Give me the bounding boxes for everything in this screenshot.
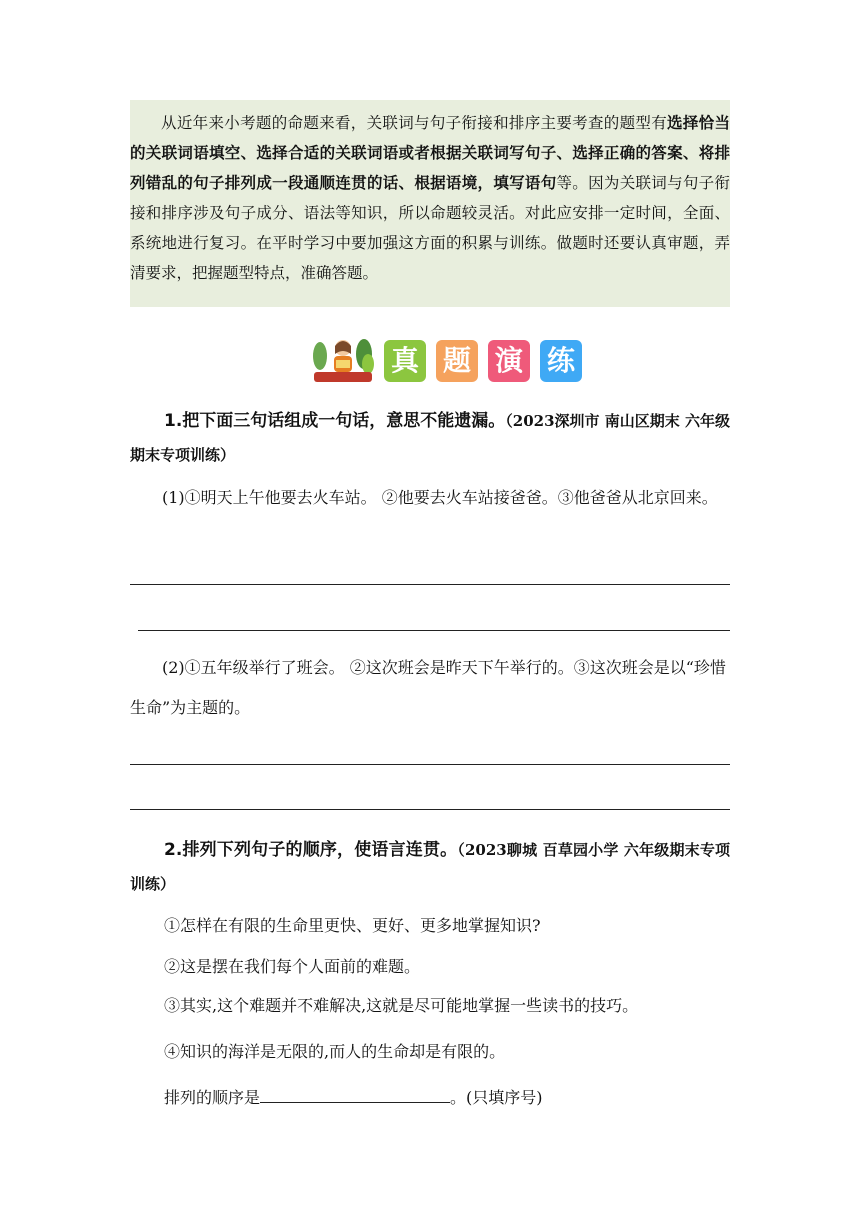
question-2-number: 2. (164, 840, 183, 860)
question-1-title (130, 404, 730, 472)
intro-text-2: 等。因为关联词与句子衔接和排序涉及句子成分、语法等知识，所以命题较灵活。对此应安排一定时间，全面、系统地进行复习。在平时学习中要加强这方面的积累与训练。做题时还要认真审题，弄清要求，把握题型特点，准确答题。 (130, 174, 730, 282)
intro-paragraph (130, 108, 730, 288)
sentence-1: ①怎样在有限的生命里更快、更好、更多地掌握知识? (164, 916, 541, 935)
banner-char-3: 演 (488, 340, 530, 382)
answer-line[interactable] (130, 584, 730, 585)
intro-text-1: 从近年来小考题的命题来看，关联词与句子衔接和排序主要考查的题型有 (161, 114, 668, 132)
answer-prefix: 排列的顺序是 (164, 1088, 261, 1107)
sentence-4: ④知识的海洋是无限的,而人的生命却是有限的。 (164, 1042, 506, 1061)
answer-line[interactable] (138, 630, 730, 631)
sentence-3: ③其实,这个难题并不难解决,这就是尽可能地掌握一些读书的技巧。 (164, 996, 639, 1015)
question-1-source: （2023深圳市 南山区期末 六年级期末专项训练） (130, 412, 730, 464)
intro-box (130, 100, 730, 307)
answer-line[interactable] (130, 809, 730, 810)
answer-suffix: 。(只填序号) (450, 1088, 543, 1107)
intro-bold-text: 选择恰当的关联词语填空、选择合适的关联词语或者根据关联词写句子、选择正确的答案、将排列错乱的句子排列成一段通顺连贯的话、根据语境，填写语句 (130, 113, 730, 192)
banner-char-4: 练 (540, 340, 582, 382)
answer-line[interactable] (130, 764, 730, 765)
question-2-title (130, 833, 730, 901)
answer-row (164, 1086, 543, 1108)
banner-char-2: 题 (436, 340, 478, 382)
reading-girl-icon (310, 334, 376, 386)
practice-banner (310, 334, 590, 384)
question-1-sub-1: (1)①明天上午他要去火车站。 ②他要去火车站接爸爸。③他爸爸从北京回来。 (162, 488, 718, 507)
answer-blank[interactable] (260, 1086, 450, 1103)
question-1-text: 把下面三句话组成一句话，意思不能遗漏。 (182, 411, 506, 431)
question-1-sub-2: (2)①五年级举行了班会。 ②这次班会是昨天下午举行的。③这次班会是以“珍惜生命”为主题的。 (130, 658, 726, 717)
question-2-source: （2023聊城 百草园小学 六年级期末专项训练） (130, 841, 730, 893)
banner-char-1: 真 (384, 340, 426, 382)
question-1-number: 1. (164, 411, 183, 431)
question-2-text: 排列下列句子的顺序，使语言连贯。 (182, 840, 458, 860)
sentence-2: ②这是摆在我们每个人面前的难题。 (164, 957, 421, 976)
